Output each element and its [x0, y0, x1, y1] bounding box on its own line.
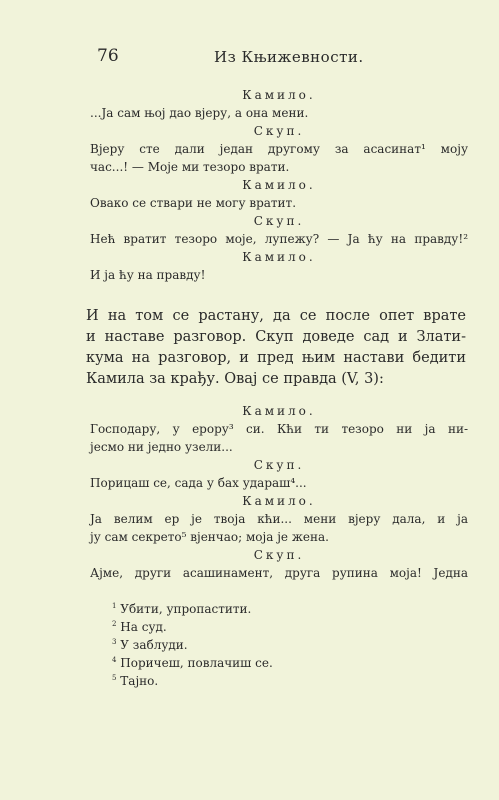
prose-line: кума на разговор, и пред њим настави бедити [86, 350, 466, 366]
page-number: 76 [97, 46, 119, 66]
footnote [112, 618, 499, 636]
footnote-text: У заблуди. [116, 638, 188, 652]
footnote-marker: 3 [112, 638, 117, 646]
speaker-name: Скуп. [253, 124, 305, 138]
page-header [0, 46, 499, 70]
dialogue-line: ју сам секрето⁵ вјенчао; моја је жена. [90, 530, 329, 544]
running-head: Из Књижевности. [214, 48, 364, 66]
footnote [112, 600, 499, 618]
footnote-marker: 1 [112, 602, 117, 610]
footnote-text: Убити, упропастити. [116, 602, 252, 616]
dialogue-line: Нећ вратит тезоро моје, лупежу? — Ја ћу на правду!² [90, 232, 468, 246]
prose-line: И на том се растану, да се после опет врате [86, 308, 466, 324]
dialogue-line: час...! — Моје ми тезоро врати. [90, 160, 290, 174]
speaker-name: Скуп. [253, 214, 305, 228]
footnote [112, 654, 499, 672]
speaker-name: Камило. [242, 404, 316, 418]
speaker-name: Камило. [242, 250, 316, 264]
footnote-text: Тајно. [116, 674, 159, 688]
dialogue-line: Ја велим ер је твоја кћи... мени вјеру дала, и ја [90, 512, 468, 526]
dialogue-line: Вјеру сте дали један другому за асасинат¹ моју [90, 142, 468, 156]
footnote [112, 636, 499, 654]
dialogue-line: јесмо ни једно узели... [90, 440, 233, 454]
speaker-name: Скуп. [253, 548, 305, 562]
speaker-name: Камило. [242, 494, 316, 508]
dialogue-block-1 [0, 86, 499, 284]
speaker-name: Камило. [242, 178, 316, 192]
footnote-text: Поричеш, повлачиш се. [116, 656, 273, 670]
dialogue-line: И ја ћу на правду! [90, 268, 206, 282]
footnotes [0, 600, 499, 690]
footnote-marker: 5 [112, 674, 117, 682]
footnote-text: На суд. [116, 620, 167, 634]
dialogue-line: Овако се ствари не могу вратит. [90, 196, 297, 210]
speaker-name: Скуп. [253, 458, 305, 472]
dialogue-line: Господару, у ерору³ си. Кћи ти тезоро ни ја ни- [90, 422, 468, 436]
dialogue-line: Порицаш се, сада у бах удараш⁴... [90, 476, 307, 490]
dialogue-line: Ајме, други асашинамент, друга рупина моја! Једна [90, 566, 468, 580]
dialogue-block-2 [0, 402, 499, 582]
dialogue-line: ...Ја сам њој дао вјеру, а она мени. [90, 106, 309, 120]
prose-paragraph [0, 306, 499, 390]
footnote [112, 672, 499, 690]
footnote-marker: 2 [112, 620, 117, 628]
footnote-marker: 4 [112, 656, 117, 664]
prose-line: Камила за крађу. Овај се правда (V, 3): [86, 371, 384, 387]
speaker-name: Камило. [242, 88, 316, 102]
prose-line: и наставе разговор. Скуп доведе сад и Злати- [86, 329, 466, 345]
